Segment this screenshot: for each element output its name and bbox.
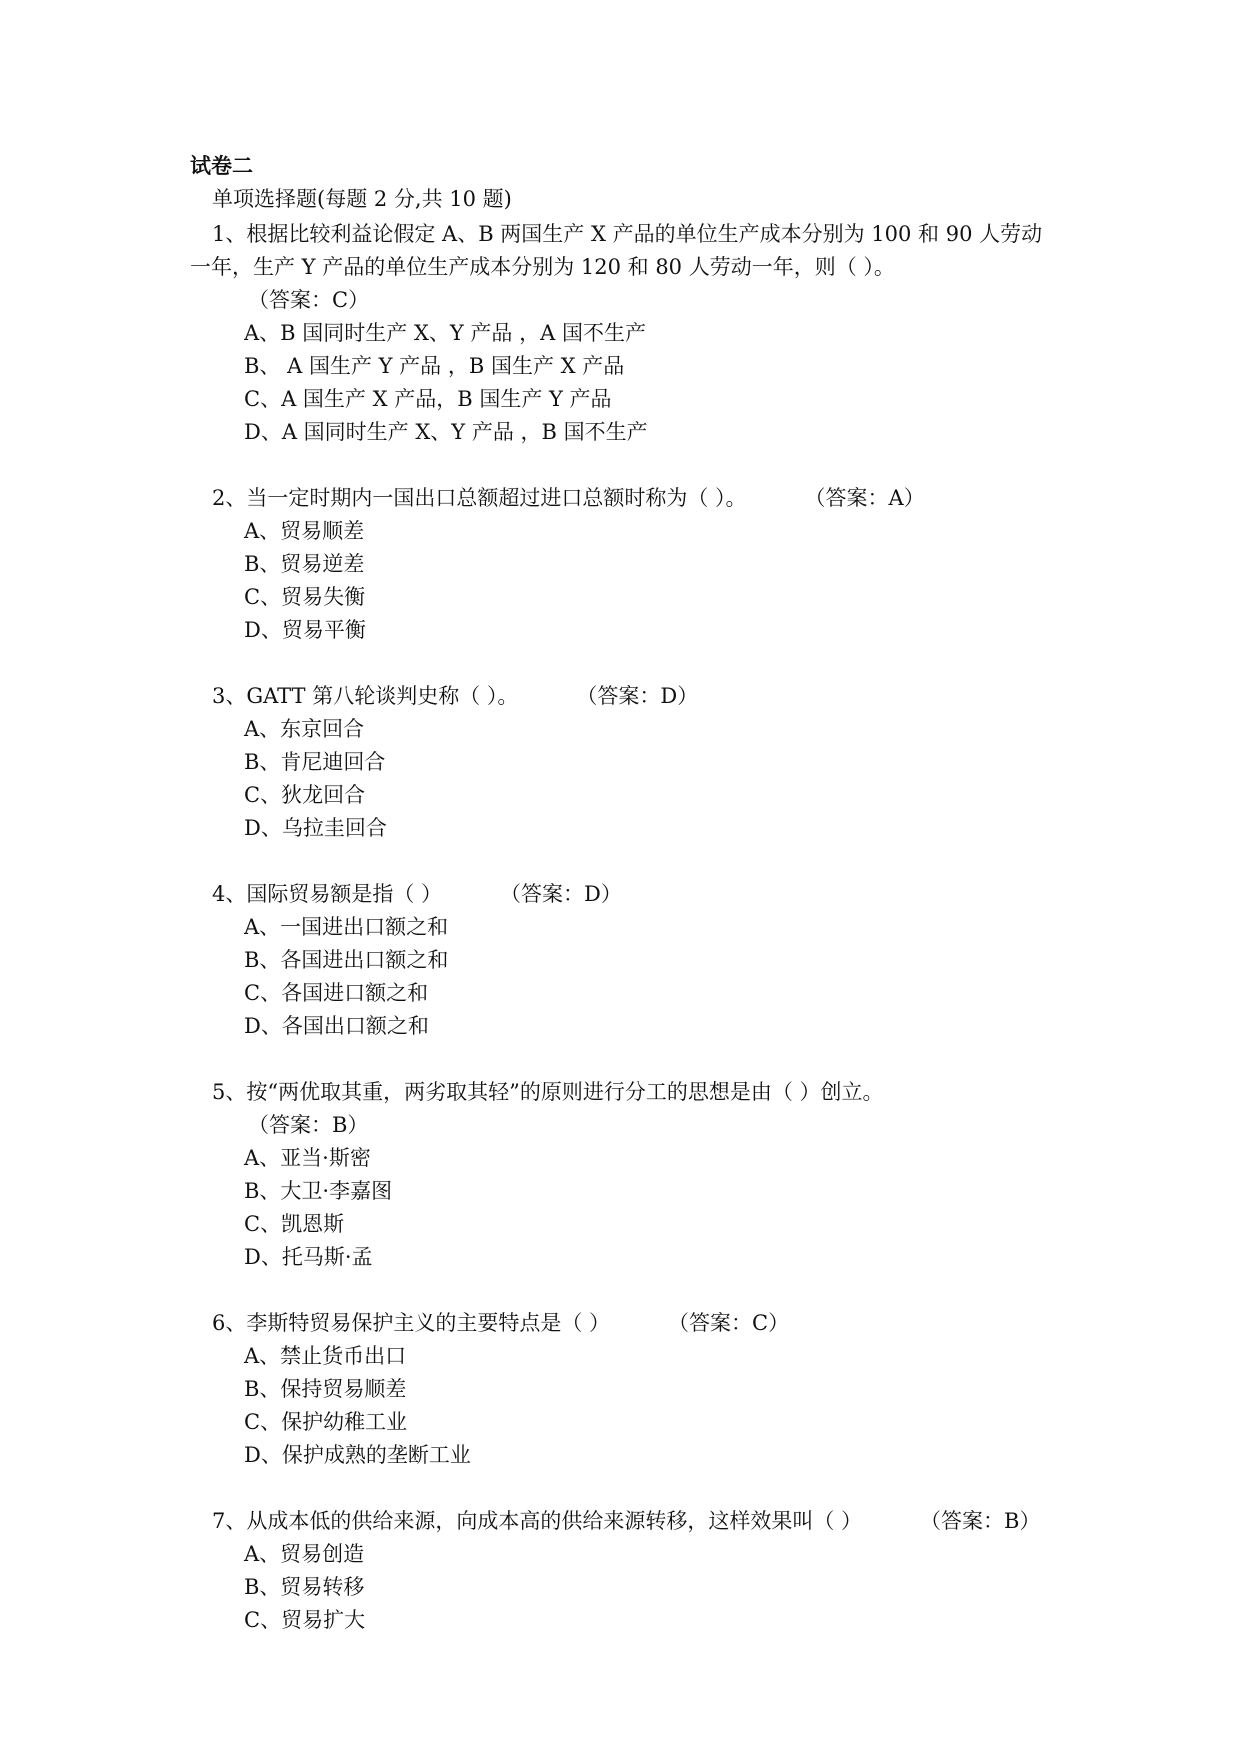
option-d: D、A 国同时生产 X、Y 产品 ，B 国不生产 [244,420,648,444]
option-b: B、保持贸易顺差 [244,1377,407,1401]
option-d: D、托马斯·孟 [244,1245,373,1269]
option-a: A、禁止货币出口 [244,1344,407,1368]
option-a: A、东京回合 [244,717,365,741]
option-b: B、各国进出口额之和 [244,948,449,972]
question-5 [190,1076,1060,1274]
answer-key: （答案：C） [248,288,370,312]
option-b: B、贸易逆差 [244,552,365,576]
option-a: A、一国进出口额之和 [244,915,449,939]
option-c: C、狄龙回合 [244,783,366,807]
question-stem [190,878,1060,911]
question-4 [190,878,1060,1043]
question-stem [190,1076,1060,1142]
option-d: D、保护成熟的垄断工业 [244,1443,471,1467]
question-text: 4、国际贸易额是指（ ） [212,882,443,906]
option-b: B、肯尼迪回合 [244,750,386,774]
question-list [190,218,1060,1670]
option-a: A、B 国同时生产 X、Y 产品 ，A 国不生产 [244,321,646,345]
question-7 [190,1505,1060,1637]
question-1 [190,218,1060,449]
question-stem [190,1307,1060,1340]
option-d: D、各国出口额之和 [244,1014,429,1038]
option-a: A、亚当·斯密 [244,1146,371,1170]
option-d: D、贸易平衡 [244,618,366,642]
option-b: B、大卫·李嘉图 [244,1179,393,1203]
question-text: 6、李斯特贸易保护主义的主要特点是（ ） [212,1311,611,1335]
question-stem [190,482,1060,515]
answer-key: （答案：B） [920,1509,1041,1533]
question-text: 3、GATT 第八轮谈判史称（ ）。 [212,684,519,708]
answer-key: （答案：A） [804,486,925,510]
answer-key: （答案：D） [576,684,699,708]
question-text: 1、根据比较利益论假定 A、B 两国生产 X 产品的单位生产成本分别为 100 和 90 人劳动一年，生产 Y 产品的单位生产成本分别为 120 和 80 人劳动一年，则（ ）。 [190,222,1043,279]
question-stem [190,218,1060,317]
question-stem [190,1505,1060,1538]
option-c: C、A 国生产 X 产品，B 国生产 Y 产品 [244,387,612,411]
section-heading: 单项选择题(每题 2 分,共 10 题) [212,187,512,211]
option-c: C、保护幼稚工业 [244,1410,408,1434]
option-b: B、 A 国生产 Y 产品 ，B 国生产 X 产品 [244,354,625,378]
question-text: 7、从成本低的供给来源，向成本高的供给来源转移，这样效果叫（ ） [212,1509,863,1533]
option-a: A、贸易顺差 [244,519,365,543]
option-b: B、贸易转移 [244,1575,365,1599]
answer-key: （答案：B） [248,1113,369,1137]
option-c: C、贸易失衡 [244,585,366,609]
question-3 [190,680,1060,845]
option-c: C、各国进口额之和 [244,981,429,1005]
answer-key: （答案：D） [500,882,622,906]
option-a: A、贸易创造 [244,1542,365,1566]
question-stem [190,680,1060,713]
option-c: C、凯恩斯 [244,1212,345,1236]
option-d: D、乌拉圭回合 [244,816,387,840]
question-text: 2、当一定时期内一国出口总额超过进口总额时称为（ ）。 [212,486,747,510]
question-2 [190,482,1060,647]
option-c: C、贸易扩大 [244,1608,366,1632]
page-title: 试卷二 [190,153,253,178]
answer-key: （答案：C） [668,1311,790,1335]
question-6 [190,1307,1060,1472]
question-text: 5、按“两优取其重，两劣取其轻”的原则进行分工的思想是由（ ）创立。 [212,1080,884,1104]
